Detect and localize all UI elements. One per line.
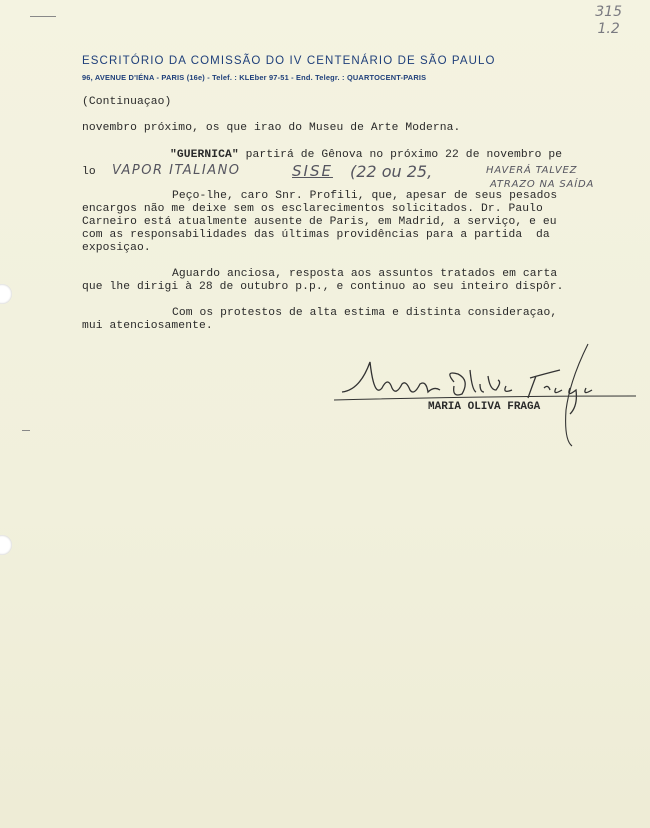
body-line-lo: lo bbox=[82, 166, 96, 178]
guernica-line bbox=[170, 149, 562, 161]
handwritten-ship: VAPOR ITALIANO bbox=[112, 163, 241, 178]
handwritten-ship-name: SISE bbox=[292, 162, 333, 180]
edge-mark bbox=[30, 16, 56, 17]
paragraph-2-line-1: Peço-lhe, caro Snr. Profili, que, apesar de seus pesados bbox=[172, 190, 558, 202]
letterhead-address: 96, AVENUE D'IÉNA - PARIS (16e) - Telef. : KLEber 97-51 - End. Telegr. : QUARTOCENT-PARIS bbox=[82, 73, 427, 82]
paragraph-3-line-1: Aguardo anciosa, resposta aos assuntos tratados em carta bbox=[172, 268, 558, 280]
punch-hole-top bbox=[0, 284, 12, 304]
paragraph-2-line-2: encargos não me deixe sem os esclarecimentos solicitados. Dr. Paulo bbox=[82, 203, 543, 215]
typed-signature-name: MARIA OLIVA FRAGA bbox=[428, 401, 541, 413]
body-line-1: novembro próximo, os que irao do Museu de Arte Moderna. bbox=[82, 122, 461, 134]
guernica-title: "GUERNICA" bbox=[170, 149, 239, 161]
handwritten-note-2: ATRAZO NA SAÍDA bbox=[490, 179, 595, 190]
paragraph-2-line-3: Carneiro está atualmente ausente de Paris, em Madrid, a serviço, e eu bbox=[82, 216, 557, 228]
closing-line-2: mui atenciosamente. bbox=[82, 320, 213, 332]
continuation-label: (Continuaçao) bbox=[82, 96, 172, 108]
closing-line-1: Com os protestos de alta estima e distinta consideraçao, bbox=[172, 307, 558, 319]
paragraph-2-line-5: exposiçao. bbox=[82, 242, 151, 254]
paragraph-3-line-2: que lhe dirigi à 28 de outubro p.p., e continuo ao seu inteiro dispôr. bbox=[82, 281, 564, 293]
archive-number-line1: 315 bbox=[595, 4, 622, 20]
archive-number bbox=[595, 4, 622, 38]
paragraph-2-line-4: com as responsabilidades das últimas providências para a partida da bbox=[82, 229, 550, 241]
letterhead-title: ESCRITÓRIO DA COMISSÃO DO IV CENTENÁRIO DE SÃO PAULO bbox=[82, 55, 496, 67]
handwritten-signature bbox=[330, 340, 640, 450]
guernica-text: partirá de Gênova no próximo 22 de novembro pe bbox=[238, 149, 563, 161]
punch-hole-bottom bbox=[0, 535, 12, 555]
margin-mark bbox=[22, 430, 30, 431]
archive-number-line2: 1.2 bbox=[597, 21, 620, 37]
handwritten-date: (22 ou 25, bbox=[350, 162, 433, 181]
handwritten-note-1: HAVERÁ TALVEZ bbox=[486, 165, 578, 176]
